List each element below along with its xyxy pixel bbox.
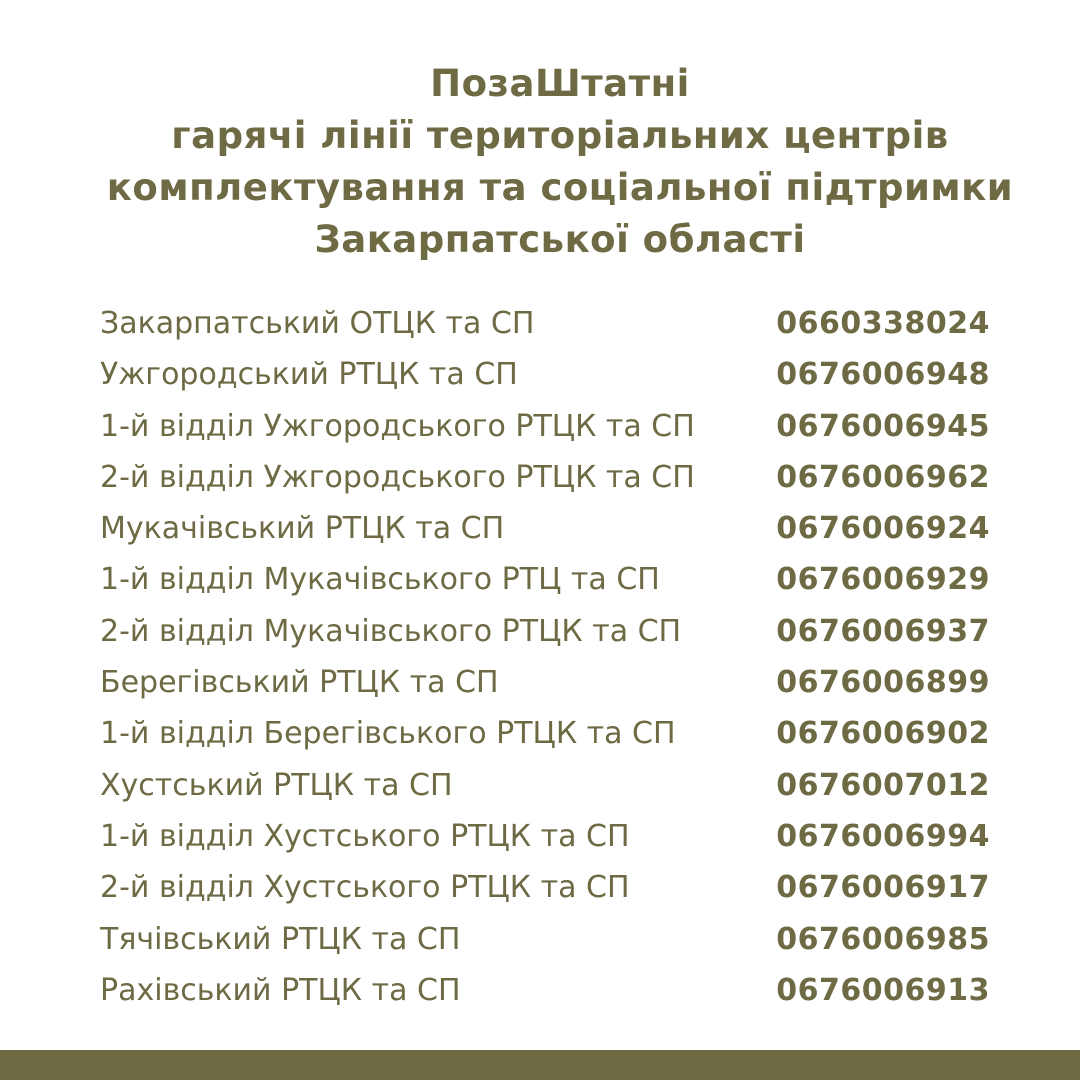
hotline-row [100, 401, 990, 452]
hotline-row [100, 708, 990, 759]
hotline-row [100, 914, 990, 965]
hotline-phone: 0676006937 [776, 613, 990, 649]
hotline-row [100, 349, 990, 400]
hotline-phone: 0676006994 [776, 818, 990, 854]
hotline-phone: 0676006917 [776, 870, 990, 906]
hotline-name: 1-й відділ Хустського РТЦК та СП [100, 818, 630, 854]
title-line: гарячі лінії територіальних центрів [171, 114, 949, 157]
title-line: ПозаШтатні [430, 62, 690, 105]
title-line: комплектування та соціальної підтримки [106, 166, 1014, 209]
hotline-row [100, 503, 990, 554]
hotline-phone: 0676006913 [776, 972, 990, 1008]
hotline-name: Ужгородський РТЦК та СП [100, 357, 518, 393]
hotline-list [100, 298, 990, 1016]
hotline-phone: 0676006985 [776, 921, 990, 957]
hotline-row [100, 811, 990, 862]
hotline-name: 1-й відділ Берегівського РТЦК та СП [100, 716, 676, 752]
hotline-row [100, 452, 990, 503]
hotline-phone: 0660338024 [776, 306, 990, 341]
title-line: Закарпатської області [314, 218, 806, 261]
hotline-phone: 0676006962 [776, 459, 990, 495]
hotline-name: 2-й відділ Мукачівського РТЦК та СП [100, 613, 682, 649]
hotline-name: 1-й відділ Мукачівського РТЦ та СП [100, 562, 660, 598]
hotline-row [100, 862, 990, 913]
page-title [60, 58, 1060, 266]
hotline-phone: 0676006924 [776, 511, 990, 547]
hotline-row [100, 657, 990, 708]
hotline-row [100, 606, 990, 657]
hotline-name: 2-й відділ Хустського РТЦК та СП [100, 870, 630, 906]
hotline-row [100, 965, 990, 1016]
hotline-name: Берегівський РТЦК та СП [100, 665, 499, 701]
hotline-phone: 0676007012 [776, 767, 990, 803]
hotline-phone: 0676006902 [776, 716, 990, 752]
hotline-name: Тячівський РТЦК та СП [100, 921, 461, 957]
hotline-phone: 0676006948 [776, 357, 990, 393]
hotline-phone: 0676006899 [776, 665, 990, 701]
hotline-name: 1-й відділ Ужгородського РТЦК та СП [100, 408, 695, 444]
hotline-name: Мукачівський РТЦК та СП [100, 511, 505, 547]
hotline-name: Рахівський РТЦК та СП [100, 972, 461, 1008]
hotline-row [100, 760, 990, 811]
hotline-phone: 0676006945 [776, 408, 990, 444]
hotline-phone: 0676006929 [776, 562, 990, 598]
hotline-name: Хустський РТЦК та СП [100, 767, 453, 803]
bottom-bar [0, 1050, 1080, 1080]
hotline-name: Закарпатський ОТЦК та СП [100, 306, 535, 341]
hotline-row [100, 554, 990, 605]
hotline-row [100, 298, 990, 349]
hotline-name: 2-й відділ Ужгородського РТЦК та СП [100, 459, 695, 495]
